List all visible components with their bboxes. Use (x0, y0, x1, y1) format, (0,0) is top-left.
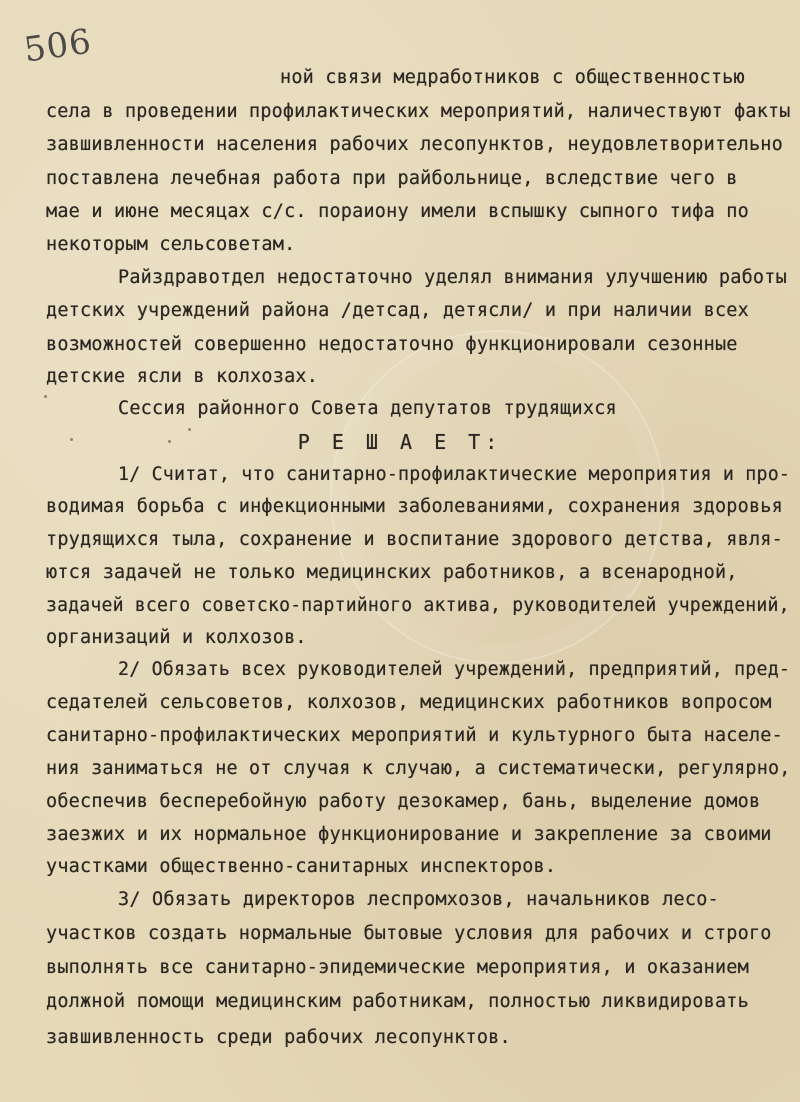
text-line: трудящихся тыла, сохранение и воспитание здорового детства, явля- (46, 529, 783, 550)
text-line: выполнять все санитарно-эпидемические мероприятия, и оказанием (46, 957, 749, 978)
text-line: завшивленность среди рабочих лесопунктов. (46, 1027, 511, 1048)
text-line: должной помощи медицинским работникам, полностью ликвидировать (46, 991, 749, 1012)
text-line: участков создать нормальные бытовые условия для рабочих и строго (46, 923, 772, 944)
text-line: седателей сельсоветов, колхозов, медицинских работников вопросом (46, 692, 772, 713)
text-line: водимая борьба с инфекционными заболеваниями, сохранения здоровья (46, 496, 783, 517)
decision-heading: Р Е Ш А Е Т: (297, 430, 503, 454)
text-line: села в проведении профилактических мероприятий, наличествуют факты (46, 101, 791, 122)
paper-speck (188, 428, 191, 431)
text-line: организаций и колхозов. (46, 627, 307, 648)
text-line: ной связи медработников с общественностью (280, 67, 745, 88)
text-line: 2/ Обязать всех руководителей учреждений, предприятий, пред- (118, 659, 791, 680)
text-line: Райздравотдел недостаточно уделял внимания улучшению работы (118, 267, 787, 288)
text-line: детских учреждений района /детсад, детясли/ и при наличии всех (46, 300, 749, 321)
text-line: участками общественно-санитарных инспекторов. (46, 856, 557, 877)
text-line: поставлена лечебная работа при райбольнице, вследствие чего в (46, 168, 738, 189)
session-heading: Сессия районного Совета депутатов трудящихся (118, 398, 617, 419)
text-line: ния заниматься не от случая к случаю, а систематически, регулярно, (46, 758, 791, 779)
text-line: некоторым сельсоветам. (46, 234, 296, 255)
text-line: мае и июне месяцах с/с. пораиону имели вспышку сыпного тифа по (46, 201, 749, 222)
text-line: завшивленности населения рабочих лесопунктов, неудовлетворительно (46, 134, 783, 155)
text-line: обеспечив бесперебойную работу дезокамер, бань, выделение домов (46, 791, 761, 812)
text-line: 3/ Обязать директоров леспромхозов, начальников лесо- (118, 889, 719, 910)
text-line: детские ясли в колхозах. (46, 366, 319, 387)
text-line: санитарно-профилактических мероприятий и культурного быта населе- (46, 725, 783, 746)
text-line: заезжих и их нормальное функционирование и закрепление за своими (46, 824, 772, 845)
paper-speck (44, 395, 47, 398)
text-line: ются задачей не только медицинских работников, а всенародной, (46, 562, 738, 583)
handwritten-page-number: 506 (21, 21, 95, 71)
text-line: 1/ Считат, что санитарно-профилактические мероприятия и про- (118, 464, 791, 485)
text-line: возможностей совершенно недостаточно функционировали сезонные (46, 334, 738, 355)
text-line: задачей всего советско-партийного актива, руководителей учреждений, (46, 595, 790, 616)
